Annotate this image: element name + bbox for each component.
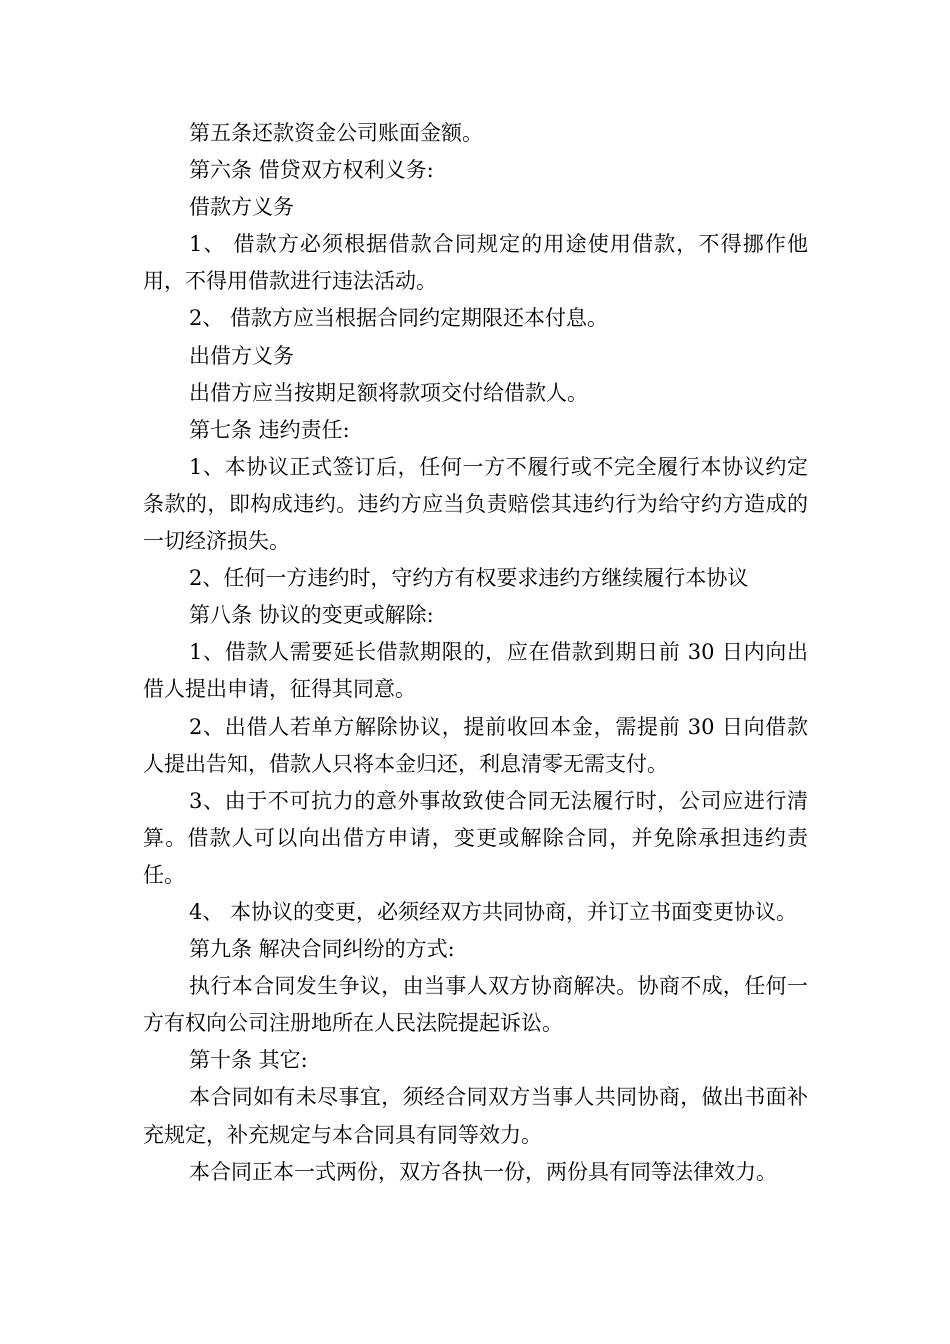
paragraph-article-5: 第五条还款资金公司账面金额。: [189, 121, 483, 145]
paragraph-change-3: 3、由于不可抗力的意外事故致使合同无法履行时，公司应进行清算。借款人可以向出借方申请，变更或解除合同，并免除承担违约责任。: [143, 788, 808, 887]
paragraph-other-1: 本合同如有未尽事宜，须经合同双方当事人共同协商，做出书面补充规定，补充规定与本合同具有同等效力。: [143, 1085, 808, 1147]
heading-article-6: 第六条 借贷双方权利义务:: [189, 158, 434, 183]
paragraph-borrower-obligation-2: 2、 借款方应当根据合同约定期限还本付息。: [189, 306, 609, 331]
document-body: [143, 115, 808, 1191]
heading-article-9: 第九条 解决合同纠纷的方式:: [189, 937, 455, 962]
heading-article-8: 第八条 协议的变更或解除:: [189, 603, 434, 628]
paragraph-lender-obligation: 出借方应当按期足额将款项交付给借款人。: [189, 380, 588, 405]
heading-article-7: 第七条 违约责任:: [189, 417, 350, 442]
subheading-borrower-obligations: 借款方义务: [189, 195, 294, 220]
paragraph-breach-1: 1、本协议正式签订后，任何一方不履行或不完全履行本协议约定条款的，即构成违约。违约方应当负责赔偿其违约行为给守约方造成的一切经济损失。: [143, 454, 808, 554]
paragraph-change-4: 4、 本协议的变更，必须经双方共同协商，并订立书面变更协议。: [189, 899, 798, 924]
paragraph-borrower-obligation-1: 1、 借款方必须根据借款合同规定的用途使用借款，不得挪作他用，不得用借款进行违法活动。: [143, 232, 808, 294]
paragraph-change-1: 1、借款人需要延长借款期限的，应在借款到期日前 30 日内向出借人提出申请，征得其同意。: [143, 640, 808, 702]
paragraph-change-2: 2、出借人若单方解除协议，提前收回本金，需提前 30 日向借款人提出告知，借款人只将本金归还，利息清零无需支付。: [143, 714, 808, 776]
heading-article-10: 第十条 其它:: [189, 1048, 308, 1073]
paragraph-other-2: 本合同正本一式两份，双方各执一份，两份具有同等法律效力。: [189, 1159, 777, 1184]
paragraph-dispute-resolution: 执行本合同发生争议，由当事人双方协商解决。协商不成，任何一方有权向公司注册地所在人民法院提起诉讼。: [143, 974, 808, 1036]
subheading-lender-obligations: 出借方义务: [189, 343, 294, 368]
paragraph-breach-2: 2、任何一方违约时，守约方有权要求违约方继续履行本协议: [189, 566, 749, 591]
